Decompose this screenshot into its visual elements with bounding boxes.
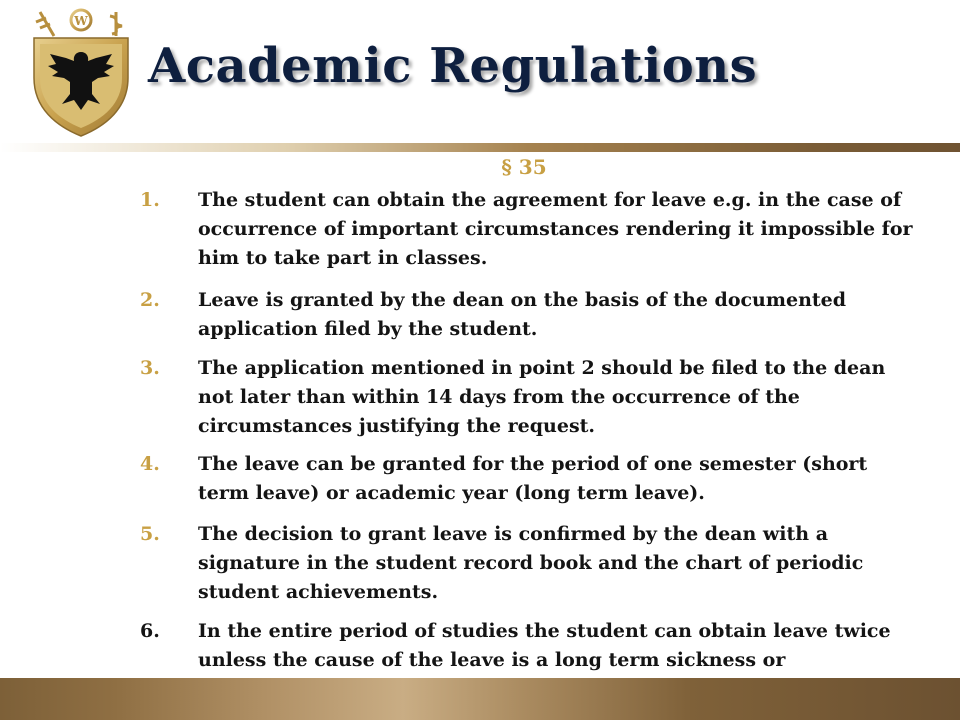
item-text: Leave is granted by the dean on the basis of the documented application filed by the student. bbox=[198, 289, 847, 340]
list-item bbox=[140, 186, 920, 273]
university-crest-logo bbox=[26, 8, 136, 140]
item-number: 3. bbox=[140, 357, 160, 379]
item-number: 4. bbox=[140, 453, 160, 475]
section-number: § 35 bbox=[501, 155, 547, 179]
item-text: The application mentioned in point 2 should be filed to the dean not later than within 14 days from the occurrence of the circumstances justifying the request. bbox=[198, 357, 886, 437]
footer-bar bbox=[0, 678, 960, 720]
slide-title: Academic Regulations bbox=[148, 38, 758, 94]
item-text: The student can obtain the agreement for leave e.g. in the case of occurrence of important circumstances rendering it impossible for him to take part in classes. bbox=[198, 189, 913, 269]
caduceus-icon bbox=[110, 12, 122, 36]
item-number: 6. bbox=[140, 620, 160, 642]
list-item bbox=[140, 354, 920, 441]
item-text: The leave can be granted for the period of one semester (short term leave) or academic year (long term leave). bbox=[198, 453, 868, 504]
item-number: 5. bbox=[140, 523, 160, 545]
item-text: The decision to grant leave is confirmed by the dean with a signature in the student record book and the chart of periodic student achievements. bbox=[198, 523, 864, 603]
title-divider-bar bbox=[0, 143, 960, 152]
list-item bbox=[140, 520, 920, 607]
item-number: 2. bbox=[140, 289, 160, 311]
item-text: In the entire period of studies the student can obtain leave twice unless the cause of the leave is a long term sickness or bbox=[198, 620, 891, 671]
svg-text:W: W bbox=[74, 14, 88, 28]
list-item bbox=[140, 286, 920, 344]
item-number: 1. bbox=[140, 189, 160, 211]
sheaf-icon bbox=[36, 12, 54, 36]
list-item bbox=[140, 450, 920, 508]
regulation-list bbox=[140, 186, 920, 704]
